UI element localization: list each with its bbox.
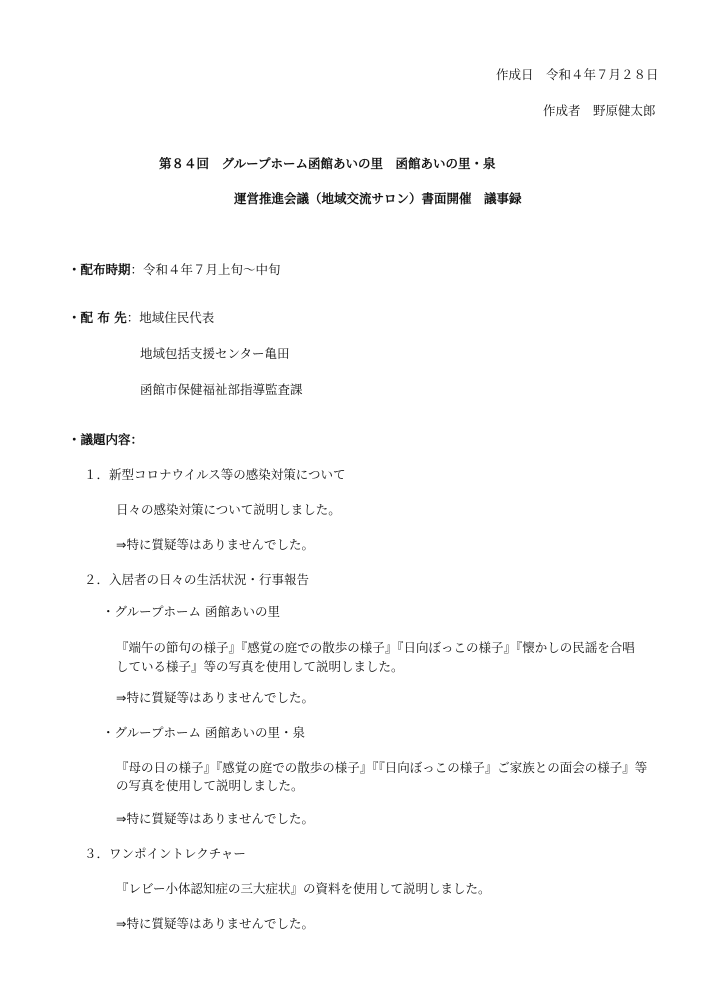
agenda-item3-heading: ３．ワンポイントレクチャー xyxy=(84,846,246,861)
agenda-item2-sub1-note: ⇒特に質疑等はありませんでした。 xyxy=(116,690,314,705)
agenda-item2-heading: ２．入居者の日々の生活状況・行事報告 xyxy=(84,572,310,587)
agenda-item2-sub2-note: ⇒特に質疑等はありませんでした。 xyxy=(116,811,314,826)
distribution-period-label: ・配布時期 xyxy=(68,262,131,277)
recipient-1: ：地域住民代表 xyxy=(126,310,215,325)
recipient-2: 地域包括支援センター亀田 xyxy=(140,346,290,361)
agenda-item2-sub1-body-line2: している様子』等の写真を使用して説明しました。 xyxy=(116,659,404,674)
agenda-item2-sub2-body-line2: の写真を使用して説明しました。 xyxy=(116,778,304,793)
agenda-item1-heading: １．新型コロナウイルス等の感染対策について xyxy=(84,467,346,482)
distribution-period xyxy=(68,262,281,278)
distribution-recipients-label: ・配 布 先 xyxy=(68,310,127,325)
document-title-line2: 運営推進会議（地域交流サロン）書面開催 議事録 xyxy=(234,191,522,206)
distribution-period-value: ：令和４年７月上旬～中旬 xyxy=(130,262,281,277)
document-title-line1: 第８４回 グループホーム函館あいの里 函館あいの里・泉 xyxy=(159,156,496,171)
distribution-recipients xyxy=(68,310,214,326)
agenda-item1-body: 日々の感染対策について説明しました。 xyxy=(116,502,341,517)
agenda-label: ・議題内容： xyxy=(68,432,144,447)
created-date: 作成日 令和４年７月２８日 xyxy=(496,67,659,82)
agenda-item3-note: ⇒特に質疑等はありませんでした。 xyxy=(116,916,314,931)
agenda-item2-sub2-heading: ・グループホーム 函館あいの里・泉 xyxy=(102,725,305,740)
agenda-item2-sub1-body-line1: 『端午の節句の様子』『感覚の庭での散歩の様子』『日向ぼっこの様子』『懐かしの民謡を合唱 xyxy=(116,640,635,655)
agenda-item3-body: 『レビー小体認知症の三大症状』の資料を使用して説明しました。 xyxy=(116,881,491,896)
agenda-item1-note: ⇒特に質疑等はありませんでした。 xyxy=(116,537,314,552)
agenda-item2-sub2-body-line1: 『母の日の様子』『感覚の庭での散歩の様子』『『日向ぼっこの様子』ご家族との面会の様子』等 xyxy=(116,760,648,775)
agenda-item2-sub1-heading: ・グループホーム 函館あいの里 xyxy=(102,604,280,619)
recipient-3: 函館市保健福祉部指導監査課 xyxy=(140,382,303,397)
author: 作成者 野原健太郎 xyxy=(543,103,656,118)
